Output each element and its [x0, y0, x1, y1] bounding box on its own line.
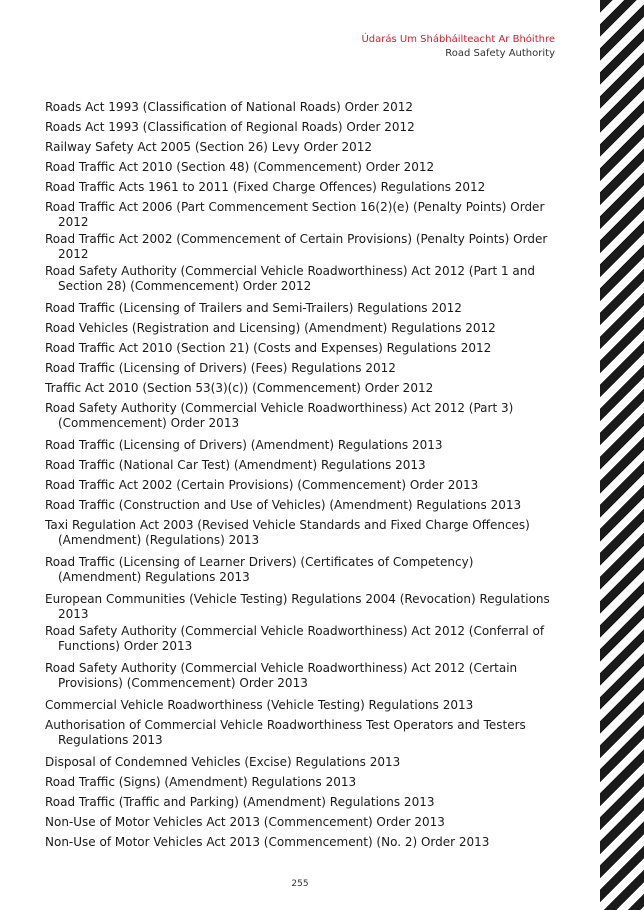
- list-item: Road Safety Authority (Commercial Vehicle Roadworthiness) Act 2012 (Conferral of Functions) Order 2013: [45, 624, 545, 653]
- list-item: Taxi Regulation Act 2003 (Revised Vehicle Standards and Fixed Charge Offences) (Amendment) (Regulations) 2013: [45, 518, 530, 547]
- list-item: Road Safety Authority (Commercial Vehicle Roadworthiness) Act 2012 (Part 3) (Commencement) Order 2013: [45, 401, 514, 430]
- list-item: Road Traffic (National Car Test) (Amendment) Regulations 2013: [45, 458, 426, 472]
- list-item: Road Vehicles (Registration and Licensing) (Amendment) Regulations 2012: [45, 321, 496, 335]
- list-item: Roads Act 1993 (Classification of National Roads) Order 2012: [45, 100, 414, 114]
- list-item: Road Traffic Act 2010 (Section 21) (Costs and Expenses) Regulations 2012: [45, 341, 492, 355]
- list-item: European Communities (Vehicle Testing) Regulations 2004 (Revocation) Regulations 2013: [45, 592, 550, 621]
- list-item: Road Traffic (Licensing of Learner Drivers) (Certificates of Competency) (Amendment) Regulations 2013: [45, 555, 474, 584]
- list-item: Road Traffic Act 2006 (Part Commencement Section 16(2)(e) (Penalty Points) Order 2012: [45, 200, 545, 229]
- list-item: Road Traffic Act 2002 (Certain Provisions) (Commencement) Order 2013: [45, 478, 479, 492]
- list-item: Non-Use of Motor Vehicles Act 2013 (Commencement) Order 2013: [45, 815, 445, 829]
- list-item: Disposal of Condemned Vehicles (Excise) Regulations 2013: [45, 755, 401, 769]
- list-item: Commercial Vehicle Roadworthiness (Vehicle Testing) Regulations 2013: [45, 698, 474, 712]
- list-item: Road Traffic (Signs) (Amendment) Regulations 2013: [45, 775, 357, 789]
- list-item: Road Traffic Act 2010 (Section 48) (Commencement) Order 2012: [45, 160, 435, 174]
- page-number: 255: [291, 879, 309, 889]
- list-item: Road Traffic Act 2002 (Commencement of Certain Provisions) (Penalty Points) Order 2012: [45, 232, 548, 261]
- list-item: Road Traffic Acts 1961 to 2011 (Fixed Charge Offences) Regulations 2012: [45, 180, 486, 194]
- list-item: Road Traffic (Construction and Use of Vehicles) (Amendment) Regulations 2013: [45, 498, 522, 512]
- list-item: Road Traffic (Licensing of Trailers and Semi-Trailers) Regulations 2012: [45, 301, 462, 315]
- regulations-list: [45, 98, 557, 853]
- list-item: Non-Use of Motor Vehicles Act 2013 (Commencement) (No. 2) Order 2013: [45, 835, 490, 849]
- list-item: Railway Safety Act 2005 (Section 26) Levy Order 2012: [45, 140, 373, 154]
- header-english-name: Road Safety Authority: [445, 48, 555, 59]
- list-item: Road Safety Authority (Commercial Vehicle Roadworthiness) Act 2012 (Certain Provisions) (Commencement) Order 2013: [45, 661, 518, 690]
- decorative-stripe-bar: [600, 0, 644, 910]
- list-item: Roads Act 1993 (Classification of Regional Roads) Order 2012: [45, 120, 415, 134]
- list-item: Road Traffic (Licensing of Drivers) (Amendment) Regulations 2013: [45, 438, 443, 452]
- list-item: Road Traffic (Traffic and Parking) (Amendment) Regulations 2013: [45, 795, 435, 809]
- list-item: Road Traffic (Licensing of Drivers) (Fees) Regulations 2012: [45, 361, 396, 375]
- list-item: Road Safety Authority (Commercial Vehicle Roadworthiness) Act 2012 (Part 1 and Section 28) (Commencement) Order 2012: [45, 264, 535, 293]
- list-item: Authorisation of Commercial Vehicle Roadworthiness Test Operators and Testers Regulations 2013: [45, 718, 526, 747]
- list-item: Traffic Act 2010 (Section 53(3)(c)) (Commencement) Order 2012: [45, 381, 434, 395]
- header-irish-name: Údarás Um Shábháilteacht Ar Bhóithre: [361, 34, 555, 45]
- page-header: [361, 33, 555, 61]
